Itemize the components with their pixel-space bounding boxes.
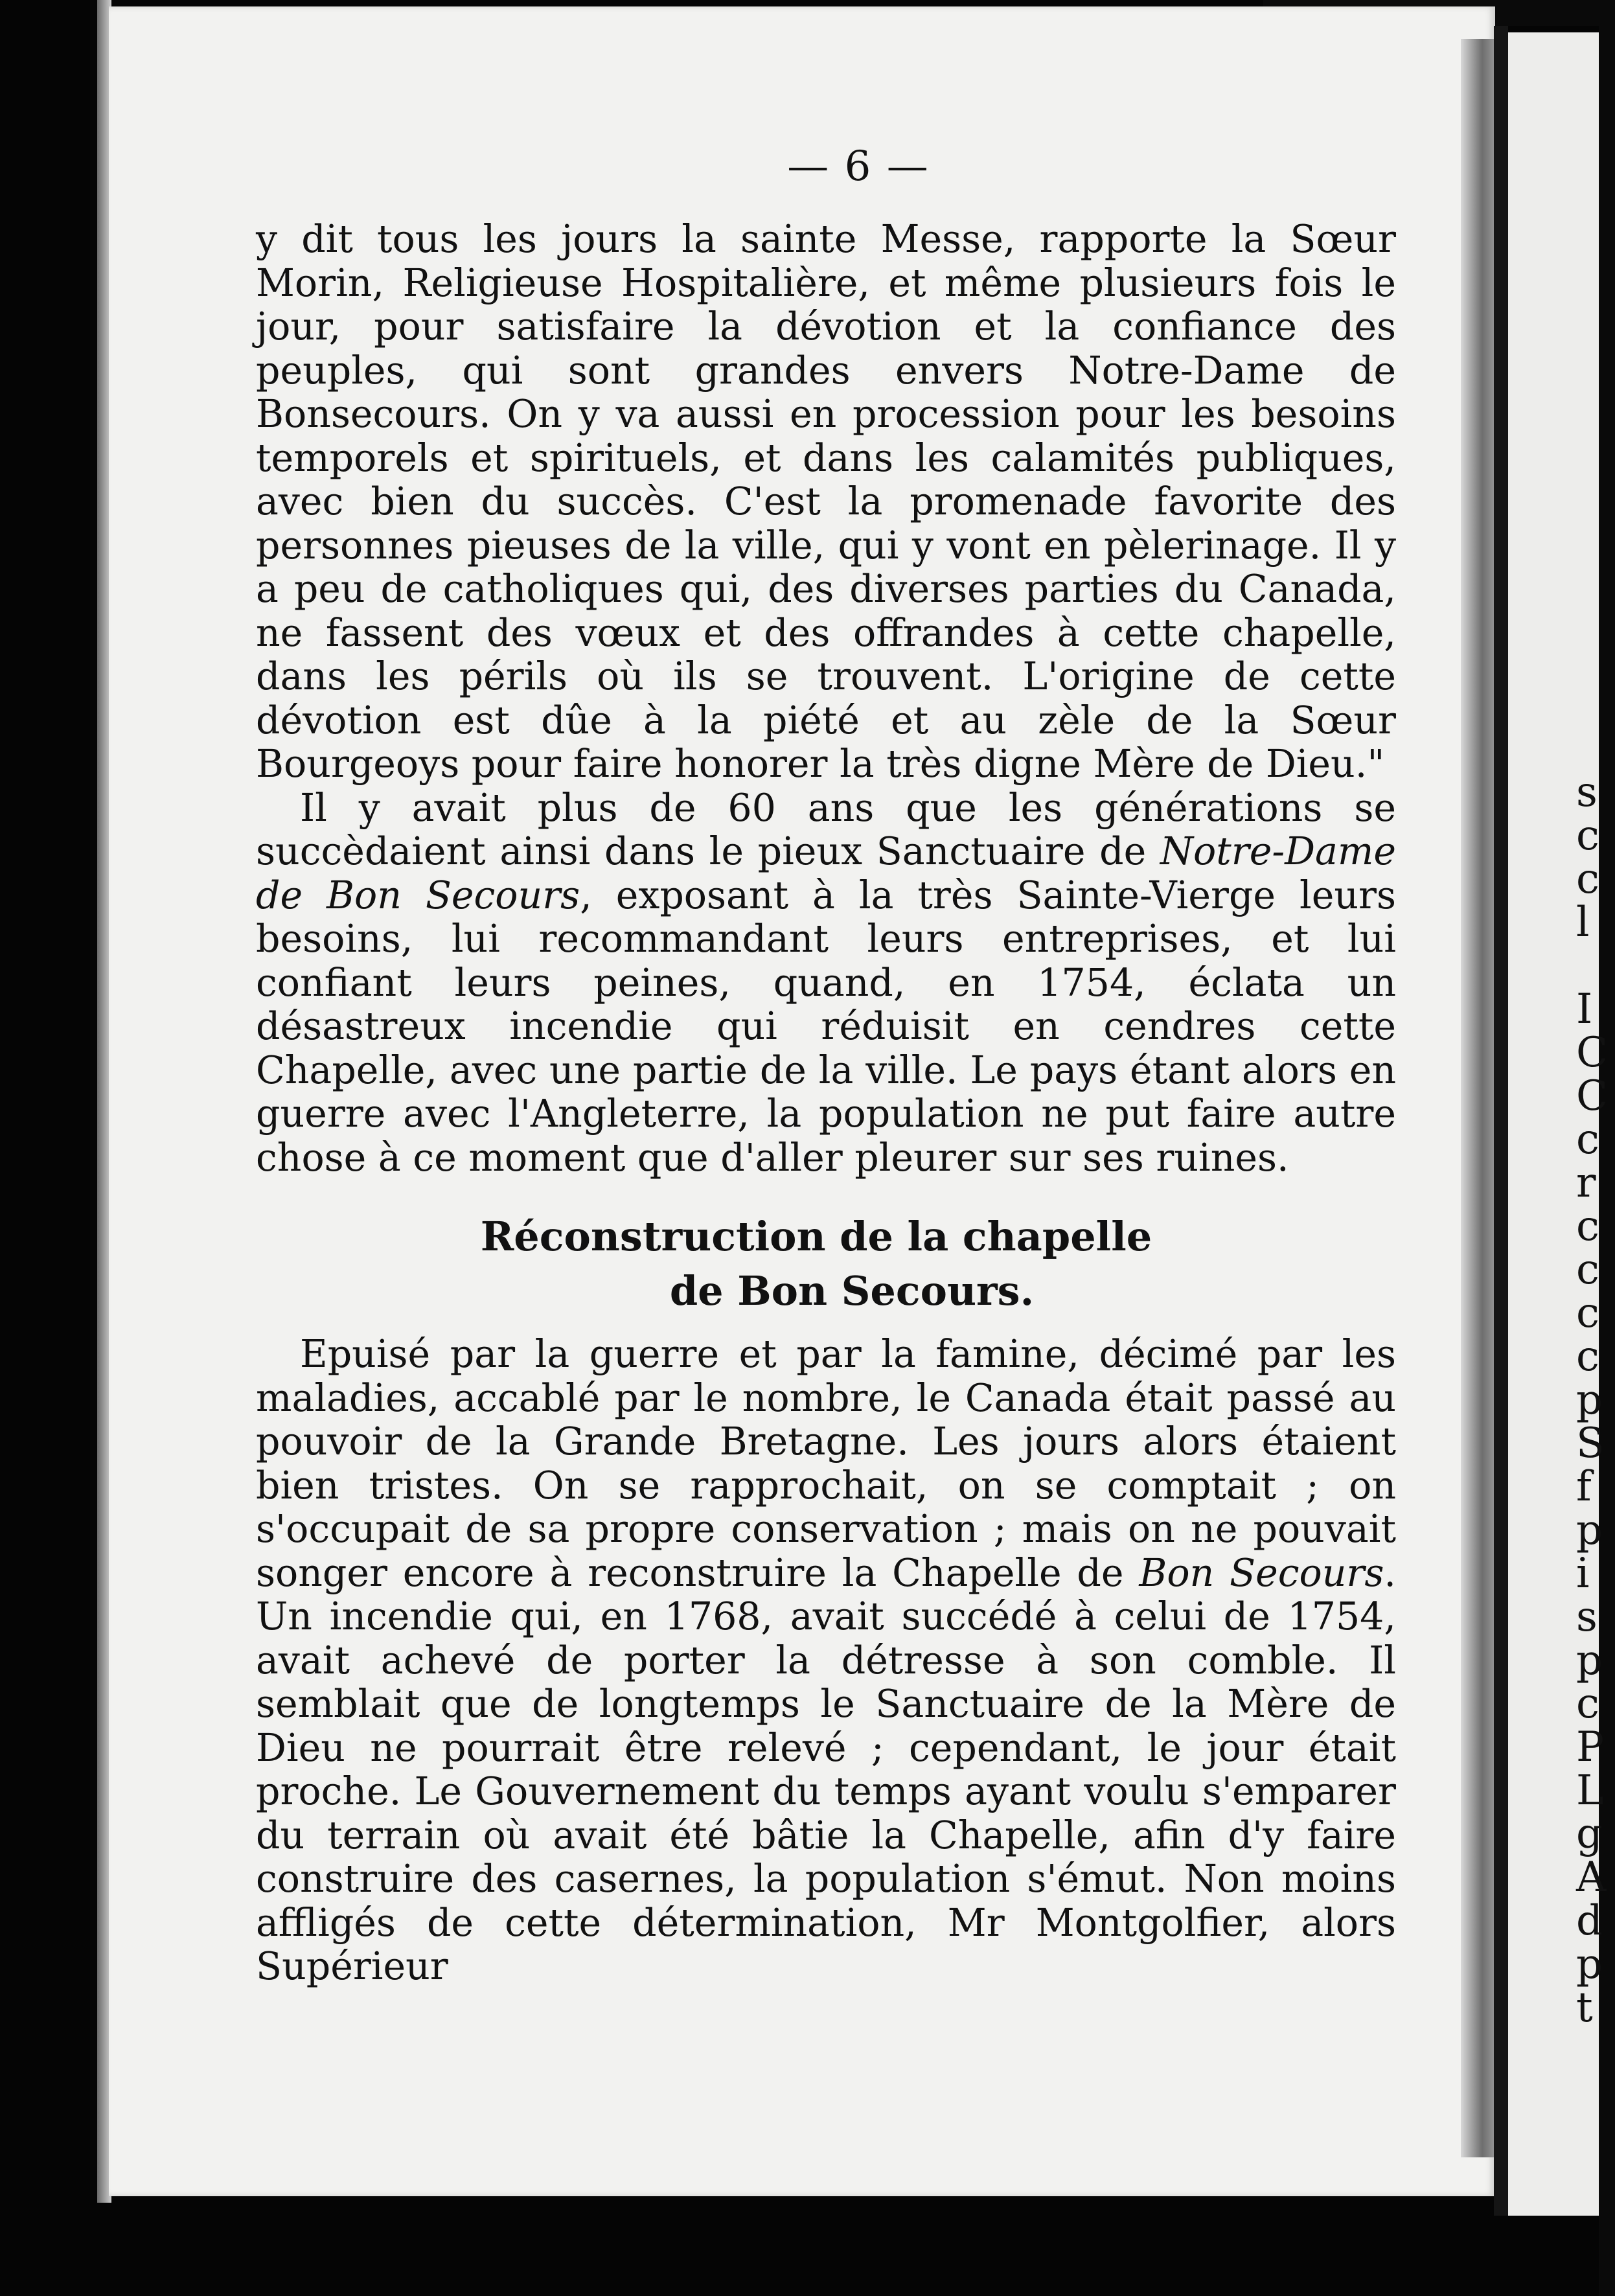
section-heading-line-2: de Bon Secours. [669,1267,1035,1314]
paragraph-2-italic-title: Notre-Dame de Bon Secours [256,829,1396,917]
paragraph-1 [256,218,1396,786]
book-binding [1494,26,1508,2216]
paragraph-3-text-a: Epuisé par la guerre et par la famine, décimé par les maladies, accablé par le nombre, le Canada était passé au pouvoir de la Grande Bretagne. Les jours alors étaient bien tristes. On se rapprochait, on se comptait ; on s'occupait de sa propre conservation ; mais on ne pouvait songer encore à reconstruire la Chapelle de [256,1332,1396,1595]
paragraph-3-text-b: . Un incendie qui, en 1768, avait succédé à celui de 1754, avait achevé de porter la détresse à son comble. Il semblait que de longtemps le Sanctuaire de la Mère de Dieu ne pourrait être relevé ; cependant, le jour était proche. Le Gouvernement du temps ayant voulu s'emparer du terrain où avait été bâtie la Chapelle, afin d'y faire construire des casernes, la population s'émut. Non moins affligés de cette détermination, Mr Montgolfier, alors Supérieur [256,1550,1396,1988]
paragraph-1-text: y dit tous les jours la sainte Messe, rapporte la Sœur Morin, Religieuse Hospitalière, et même plusieurs fois le jour, pour satisfaire la dévotion et la confiance des peuples, qui sont grandes envers Notre-Dame de Bonsecours. On y va aussi en procession pour les besoins temporels et spirituels, et dans les calamités publiques, avec bien du succès. C'est la promenade favorite des personnes pieuses de la ville, qui y vont en pèlerinage. Il y a peu de catholiques qui, des diverses parties du Canada, ne fassent des vœux et des offrandes à cette chapelle, dans les périls où ils se trouvent. L'origine de cette dévotion est dûe à la piété et au zèle de la Sœur Bourgeoys pour faire honorer la très digne Mère de Dieu." [256,217,1396,786]
page-number: — 6 — [787,143,930,190]
paragraph-2 [256,786,1396,1180]
paragraph-3-italic-title: Bon Secours [1139,1550,1384,1595]
section-heading [256,1210,1396,1318]
page-content [256,143,1396,1989]
next-page-sliver [1508,32,1608,2216]
next-page-margin-letters: s c c l I C C c r c c c c p S f p i s p c P L g A d p t [1576,768,1608,2032]
paragraph-2-text-b: , exposant à la très Sainte-Vierge leurs besoins, lui recommandant leurs entreprises, et lui confiant leurs peines, quand, en 1754, éclata un désastreux incendie qui réduisit en cendres cette Chapelle, avec une partie de la ville. Le pays étant alors en guerre avec l'Angleterre, la population ne put faire autre chose à ce moment que d'aller pleurer sur ses ruines. [256,873,1396,1180]
section-heading-line-1: Réconstruction de la chapelle [480,1213,1152,1260]
page-gutter-shadow [1461,39,1496,2157]
paragraph-3 [256,1333,1396,1989]
paragraph-2-text-a: Il y avait plus de 60 ans que les générations se succèdaient ainsi dans le pieux Sanctuaire de [256,785,1396,873]
